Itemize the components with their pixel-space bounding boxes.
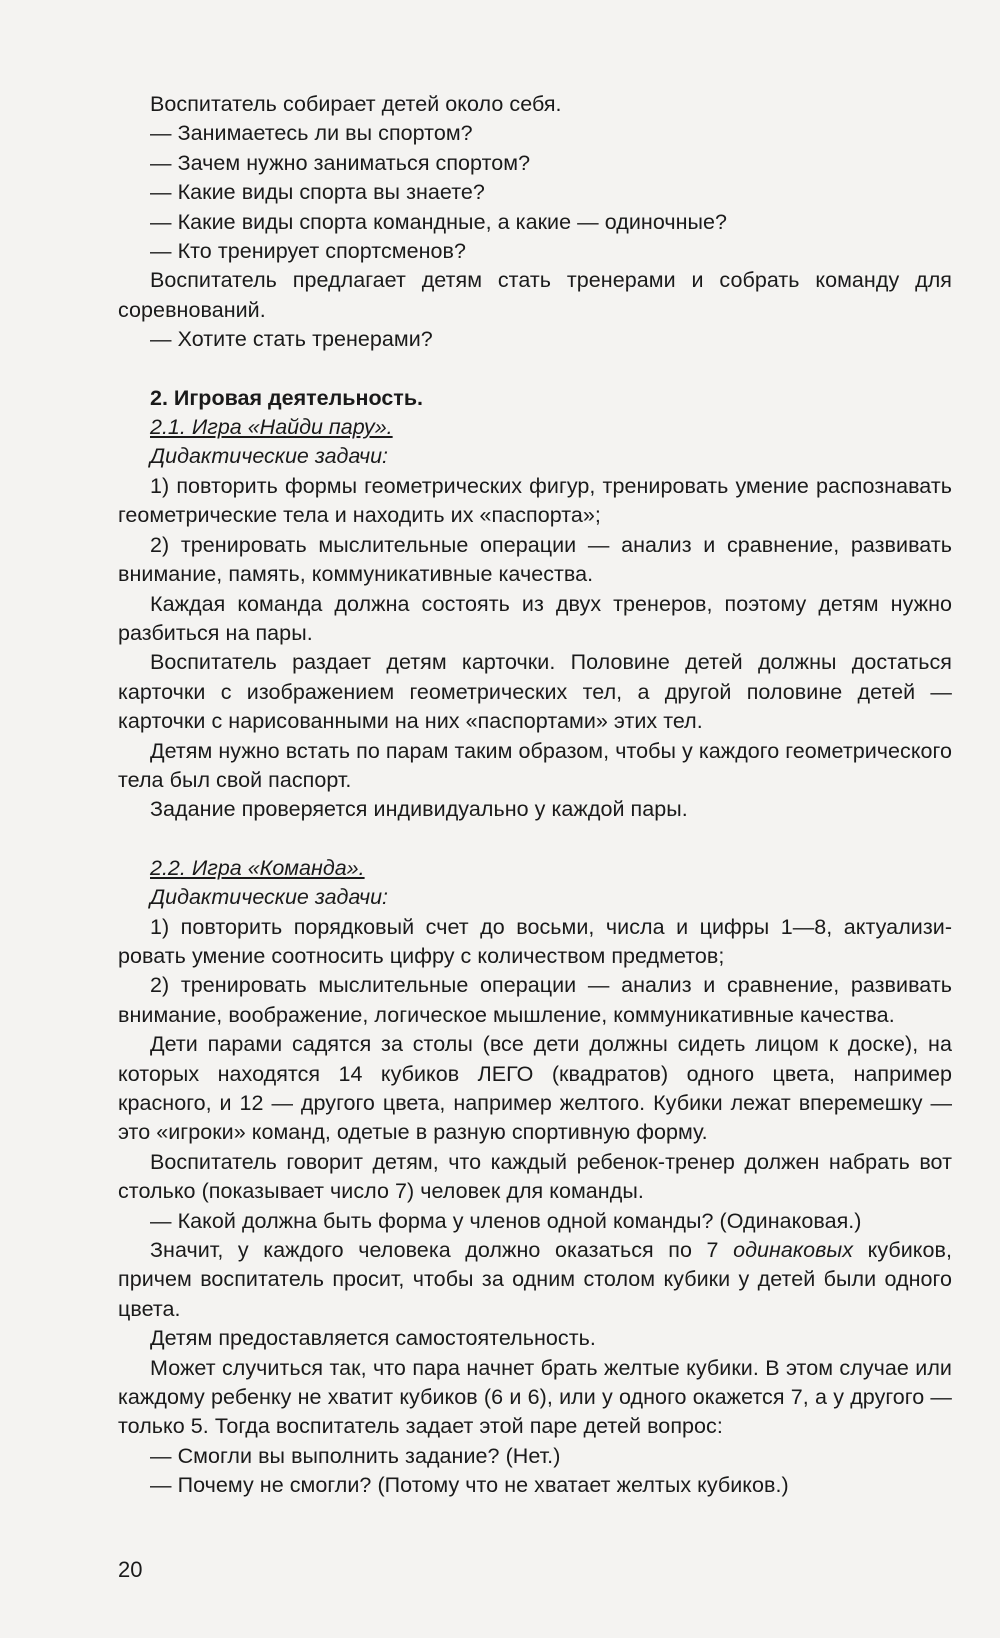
game2-paragraph: Детям предоставляется самостоятельность. (150, 1326, 596, 1351)
intro-question: — Какие виды спорта командные, а какие — одиночные? (150, 209, 728, 234)
section-spacer (118, 825, 952, 854)
game2-question: — Смогли вы выполнить задание? (Нет.) (150, 1443, 561, 1468)
intro-paragraph: Воспитатель предлагает детям стать тренерами и собрать команду для соревнований. (118, 268, 952, 322)
game2-paragraph: Воспитатель говорит детям, что каждый ребенок-тренер должен набрать вот столько (показывает число 7) человек для команды. (118, 1149, 952, 1204)
game2-paragraph: — Какой должна быть форма у членов одной команды? (Одинаковая.) (150, 1208, 862, 1233)
intro-question: — Кто тренирует спортсменов? (150, 239, 467, 264)
game1-paragraph: Детям нужно встать по парам таким образом, чтобы у каждого геометрического тела был свой паспорт. (118, 738, 952, 792)
section-heading: 2. Игровая деятельность. (150, 385, 424, 410)
game2-paragraph: Может случиться так, что пара начнет брать желтые кубики. В этом случае или каждому ребенку не хватит кубиков (6 и 6), или у одного окажется 7, а у другого — только 5. Тогда воспитатель задает этой паре детей вопрос: (118, 1355, 952, 1439)
game2-paragraph: 2) тренировать мыслительные операции — анализ и сравнение, развивать внимание, воображение, логическое мышление, коммуникативные качества. (118, 973, 952, 1027)
game2-question: — Почему не смогли? (Потому что не хватает желтых кубиков.) (150, 1473, 789, 1498)
game1-paragraph: Каждая команда должна состоять из двух тренеров, поэтому детям нужно разбиться на пары. (118, 591, 952, 645)
game2-tasks-label: Дидактические задачи: (150, 885, 389, 910)
intro-question: — Занимаетесь ли вы спортом? (150, 121, 473, 146)
game2-paragraph: 1) повторить порядковый счет до восьми, числа и цифры 1—8, актуализировать умение соотносить цифру с количеством предметов; (118, 914, 952, 968)
section-spacer (118, 355, 952, 384)
italic-word: одинаковых (733, 1238, 854, 1263)
game1-paragraph: 2) тренировать мыслительные операции — анализ и сравнение, развивать внимание, память, коммуникативные качества. (118, 532, 952, 587)
game1-paragraph: 1) повторить формы геометрических фигур, тренировать умение распознавать геометрические тела и находить их «паспорта»; (118, 473, 952, 528)
page-content (118, 90, 952, 1501)
game1-tasks-label: Дидактические задачи: (150, 444, 389, 469)
game2-paragraph-emphasis (118, 1236, 952, 1324)
page-number: 20 (118, 1557, 143, 1582)
text-run: Значит, у каждого человека должно оказаться по 7 (150, 1238, 734, 1263)
intro-question: — Какие виды спорта вы знаете? (150, 180, 485, 205)
intro-question: — Хотите стать тренерами? (150, 327, 433, 352)
game1-title: 2.1. Игра «Найди пару». (150, 415, 393, 440)
text-run: кубиков, причем воспитатель просит, чтобы за одним столом кубики у детей были одного цвета. (118, 1238, 952, 1321)
game2-title: 2.2. Игра «Команда». (150, 855, 365, 880)
game1-paragraph: Воспитатель раздает детям карточки. Половине детей должны достаться карточки с изображением геометрических тел, а другой половине детей — карточки с нарисованными на них «паспортами» этих тел. (118, 650, 952, 734)
intro-question: — Зачем нужно заниматься спортом? (150, 150, 531, 175)
game2-paragraph: Дети парами садятся за столы (все дети должны сидеть лицом к доске), на которых находятся 14 кубиков ЛЕГО (квадратов) одного цвета, например красного, и 12 — другого цвета, например желтого. Кубики лежат вперемешку — это «игроки» команд, одетые в разную спортивную форму. (118, 1032, 952, 1145)
game1-paragraph: Задание проверяется индивидуально у каждой пары. (150, 797, 688, 822)
intro-paragraph: Воспитатель собирает детей около себя. (150, 92, 562, 116)
